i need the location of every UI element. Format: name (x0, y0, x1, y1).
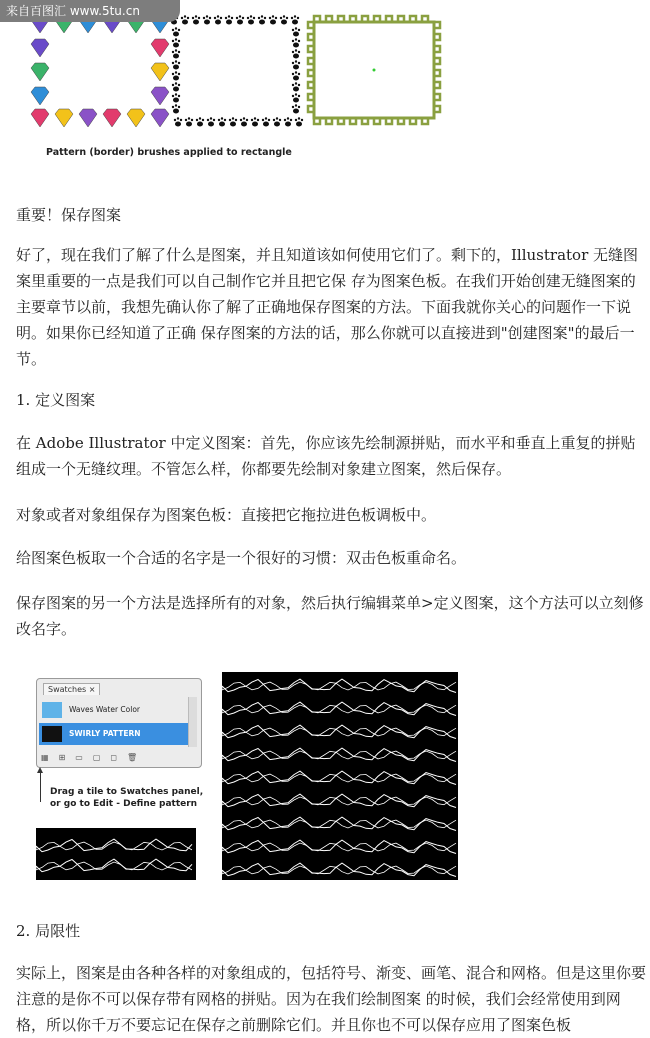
swatch-chip (42, 702, 62, 718)
panel-scrollbar[interactable] (188, 697, 197, 747)
swatch-label: Waves Water Color (69, 705, 141, 714)
swatch-row[interactable] (39, 699, 189, 721)
greek-key-border-icon (308, 16, 440, 124)
gem-border-icon (31, 15, 169, 127)
figure1-caption: Pattern (border) brushes applied to rectangle (46, 147, 292, 158)
heading-limitations: 2. 局限性 (16, 922, 81, 940)
swatch-chip (42, 726, 62, 742)
swatch-label: SWIRLY PATTERN (69, 729, 141, 738)
intro-paragraph: 好了，现在我们了解了什么是图案，并且知道该如何使用它们了。剩下的，Illustrator 无缝图案里重要的一点是我们可以自己制作它并且把它保 存为图案色板。在我们开始创建无缝图案的主要章节以前，我想先确认你了解了正确地保存图案的方法。下面我就你关心的问题作一下说明。如果你已经知道了正确 保存图案的方法的话，那么你就可以直接进到"创建图案"的最后一节。 (16, 246, 639, 368)
paragraph-define-4: 保存图案的另一个方法是选择所有的对象，然后执行编辑菜单>定义图案，这个方法可以立刻修改名字。 (16, 594, 644, 638)
arrow-up-icon (40, 772, 41, 802)
paragraph-define-3: 给图案色板取一个合适的名字是一个很好的习惯：双击色板重命名。 (16, 549, 467, 567)
figure2-caption: Drag a tile to Swatches panel, or go to Edit - Define pattern (50, 787, 204, 809)
section-heading: 重要！保存图案 (16, 206, 122, 224)
paragraph-define-1: 在 Adobe Illustrator 中定义图案：首先，你应该先绘制源拼贴，而水平和垂直上重复的拼贴组成一个无缝纹理。不管怎么样，你都要先绘制对象建立图案，然后保存。 (16, 434, 636, 478)
define-pattern-figure (32, 668, 462, 888)
show-kinds-icon[interactable]: ⊞ (58, 753, 76, 762)
paragraph-limitations: 实际上，图案是由各种各样的对象组成的，包括符号、渐变、画笔、混合和网格。但是这里你要注意的是你不可以保存带有网格的拼贴。因为在我们绘制图案 的时候，我们会经常使用到网格，所以你千万不要忘记在保存之前删除它们。并且你也不可以保存应用了图案色板 (16, 964, 647, 1034)
swatch-options-icon[interactable]: ▭ (75, 753, 93, 762)
swatches-panel-tab[interactable]: Swatches × (43, 683, 100, 695)
new-swatch-icon[interactable]: ◻ (110, 753, 128, 762)
swatch-row-selected[interactable] (39, 723, 189, 745)
source-tile (36, 828, 196, 880)
paw-print-border-icon (170, 15, 303, 126)
heading-define-pattern: 1. 定义图案 (16, 391, 96, 409)
panel-toolbar (41, 753, 191, 765)
new-group-icon[interactable]: ▢ (92, 753, 111, 762)
watermark-banner: 来自百图汇 www.5tu.cn (0, 0, 180, 22)
delete-icon[interactable]: 🗑 (127, 753, 148, 762)
swatches-panel (36, 678, 202, 768)
swatch-library-icon[interactable]: ▦ (41, 753, 59, 762)
border-brushes-figure (24, 10, 454, 130)
pattern-preview (222, 672, 458, 880)
paragraph-define-2: 对象或者对象组保存为图案色板：直接把它拖拉进色板调板中。 (16, 506, 437, 524)
